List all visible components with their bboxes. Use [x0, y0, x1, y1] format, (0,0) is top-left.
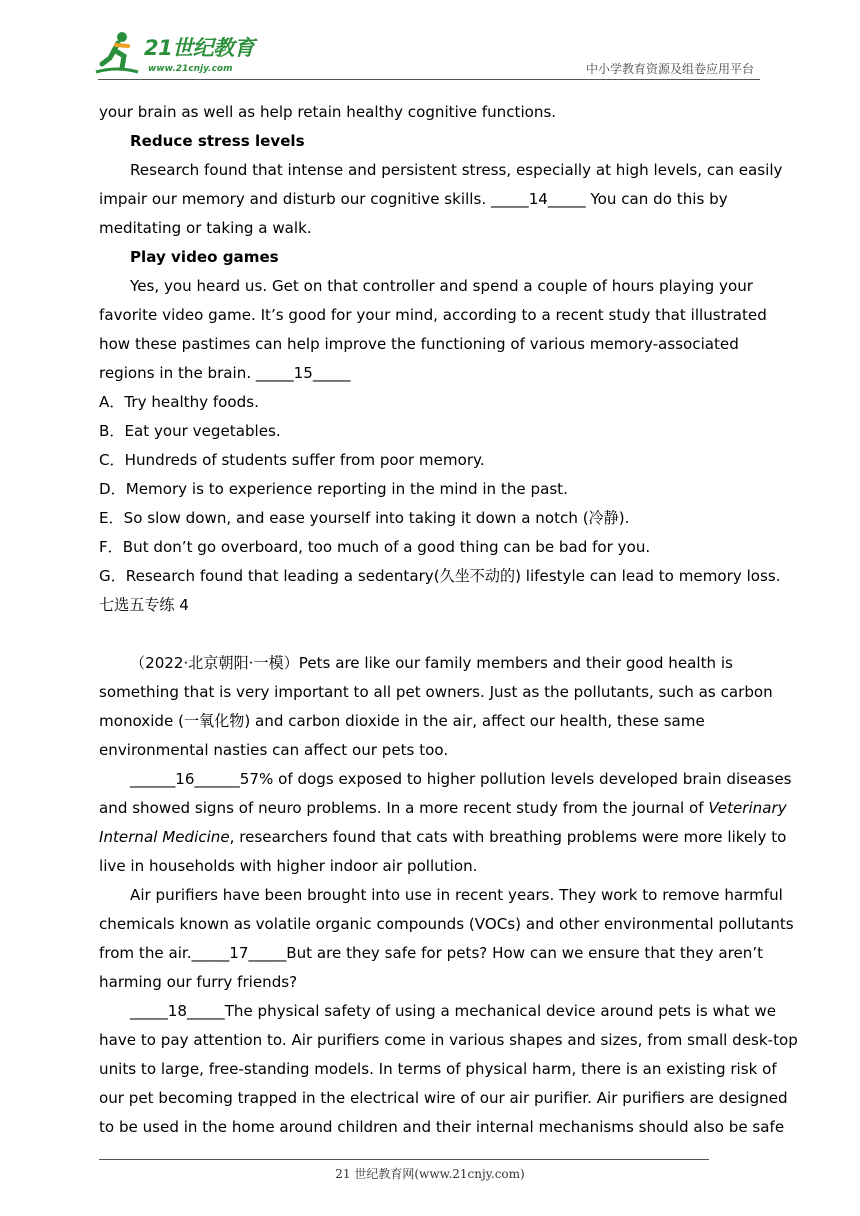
document-body: [99, 98, 798, 1142]
text-line: your brain as well as help retain healthy cognitive functions.: [99, 103, 557, 121]
text-span: , researchers found that cats with breathing problems were more likely to: [229, 828, 787, 846]
text-line: to be used in the home around children and their internal mechanisms should also be safe: [99, 1118, 785, 1136]
text-line: harming our furry friends?: [99, 973, 298, 991]
logo-url: www.21cnjy.com: [148, 64, 233, 74]
text-line: [99, 359, 764, 388]
text-span: from the air.: [99, 944, 192, 962]
blank-15: _____15_____: [255, 364, 351, 382]
logo-text: 21世纪教育: [144, 36, 255, 60]
text-line: units to large, free-standing models. In terms of physical harm, there is an existing risk of: [99, 1060, 777, 1078]
option-d: D．Memory is to experience reporting in the mind in the past.: [99, 480, 568, 498]
text-line: our pet becoming trapped in the electrical wire of our air purifier. Air purifiers are designed: [99, 1089, 788, 1107]
option-e: E．So slow down, and ease yourself into taking it down a notch (冷静).: [99, 509, 630, 527]
text-span: But are they safe for pets? How can we ensure that they aren’t: [286, 944, 764, 962]
text-line: meditating or taking a walk.: [99, 219, 312, 237]
text-span: The physical safety of using a mechanical device around pets is what we: [224, 1002, 777, 1020]
page-header: [0, 0, 860, 90]
text-line: Research found that intense and persistent stress, especially at high levels, can easily: [130, 161, 783, 179]
option-b: B．Eat your vegetables.: [99, 422, 281, 440]
blank-18: _____18_____: [130, 1002, 225, 1020]
blank-14: _____14_____: [490, 190, 586, 208]
option-c: C．Hundreds of students suffer from poor memory.: [99, 451, 485, 469]
text-line: favorite video game. It’s good for your mind, according to a recent study that illustrated: [99, 306, 767, 324]
text-span: 57% of dogs exposed to higher pollution levels developed brain diseases: [239, 770, 792, 788]
logo: [92, 30, 272, 80]
text-span: impair our memory and disturb our cognitive skills.: [99, 190, 491, 208]
spacer: [99, 620, 764, 649]
text-line: environmental nasties can affect our pets too.: [99, 741, 449, 759]
text-line: [99, 997, 777, 1026]
header-slogan: 中小学教育资源及组卷应用平台: [585, 62, 754, 76]
text-line: how these pastimes can help improve the functioning of various memory-associated: [99, 335, 739, 353]
journal-name: Internal Medicine: [99, 828, 230, 846]
text-line: live in households with higher indoor air pollution.: [99, 857, 478, 875]
text-line: （2022·北京朝阳·一模）Pets are like our family members and their good health is: [130, 654, 733, 672]
option-g: G．Research found that leading a sedentary(久坐不动的) lifestyle can lead to memory loss.: [99, 567, 781, 585]
text-line: [99, 794, 787, 823]
text-span: You can do this by: [585, 190, 728, 208]
text-line: something that is very important to all pet owners. Just as the pollutants, such as carbon: [99, 683, 773, 701]
blank-16: ______16______: [130, 770, 240, 788]
text-span: regions in the brain.: [99, 364, 256, 382]
option-f: F．But don’t go overboard, too much of a good thing can be bad for you.: [99, 538, 651, 556]
runner-logo-icon: [92, 30, 142, 80]
footer-divider: [99, 1159, 709, 1160]
option-a: A．Try healthy foods.: [99, 393, 259, 411]
blank-17: _____17_____: [191, 944, 287, 962]
text-line: [99, 939, 764, 968]
exercise-title: 七选五专练 4: [99, 596, 189, 614]
header-divider: [98, 79, 760, 80]
text-line: [99, 823, 787, 852]
text-line: Yes, you heard us. Get on that controller and spend a couple of hours playing your: [130, 277, 753, 295]
text-line: Air purifiers have been brought into use in recent years. They work to remove harmful: [130, 886, 783, 904]
text-line: chemicals known as volatile organic compounds (VOCs) and other environmental pollutants: [99, 915, 794, 933]
journal-name: Veterinary: [708, 799, 787, 817]
text-line: [99, 185, 764, 214]
text-span: and showed signs of neuro problems. In a more recent study from the journal of: [99, 799, 709, 817]
text-line: monoxide (一氧化物) and carbon dioxide in the air, affect our health, these same: [99, 712, 705, 730]
text-line: [99, 765, 792, 794]
section-heading: Reduce stress levels: [130, 132, 305, 150]
section-heading: Play video games: [130, 248, 279, 266]
footer-text: 21 世纪教育网(www.21cnjy.com): [335, 1167, 525, 1181]
text-line: have to pay attention to. Air purifiers come in various shapes and sizes, from small desk-top: [99, 1031, 798, 1049]
